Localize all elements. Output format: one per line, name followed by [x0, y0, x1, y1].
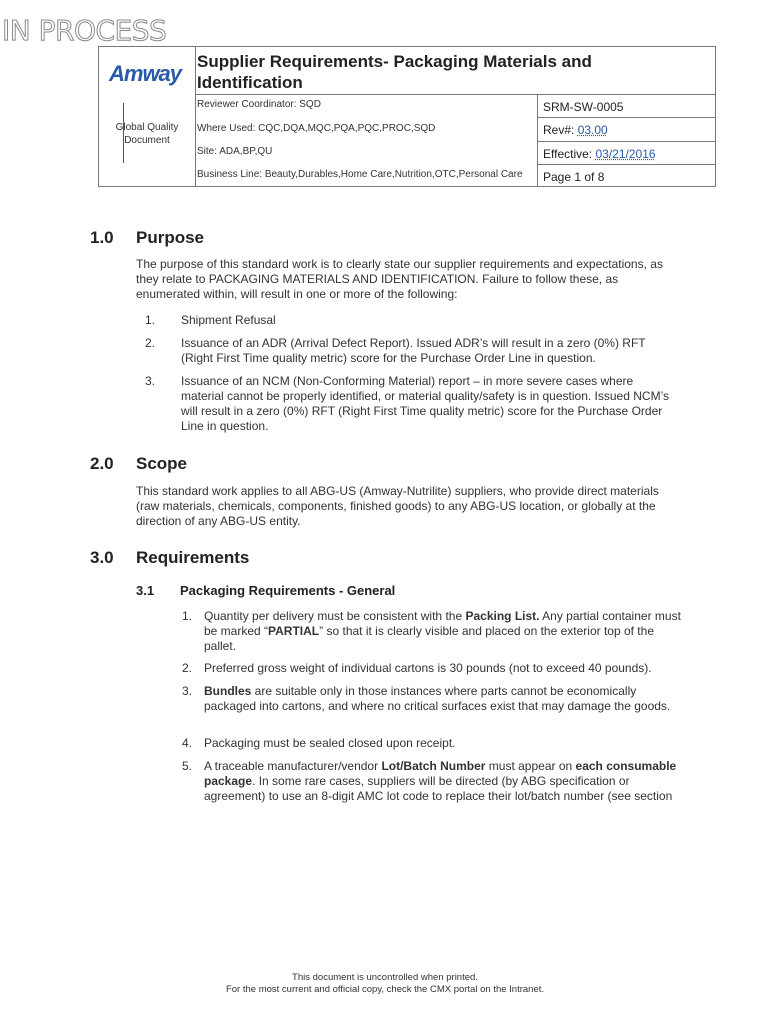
reviewer-coordinator: Reviewer Coordinator: SQD [197, 99, 321, 110]
revision [543, 123, 608, 137]
footer [0, 972, 770, 996]
divider [537, 117, 715, 118]
divider [195, 47, 196, 186]
document-number: SRM-SW-0005 [543, 100, 624, 114]
scope-text: This standard work applies to all ABG-US (Amway-Nutrilite) suppliers, who provide direct materials (raw materials, chemicals, components, finished goods) to any ABG-US location, or globally at the direction of any ABG-US entity. [136, 484, 659, 528]
divider [195, 94, 715, 95]
revision-label: Rev#: [543, 123, 578, 137]
section-heading-scope: 2.0 Scope [90, 454, 188, 473]
in-process-stamp: IN PROCESS [2, 14, 167, 47]
divider [537, 141, 715, 142]
page-number: Page 1 of 8 [543, 170, 605, 184]
section-heading-requirements: 3.0 Requirements [90, 548, 250, 567]
divider [537, 94, 538, 186]
section-heading-purpose: 1.0 Purpose [90, 228, 205, 247]
where-used: Where Used: CQC,DQA,MQC,PQA,PQC,PROC,SQD [197, 123, 436, 134]
doc-type-label: Global Quality Document [115, 122, 179, 146]
logo-cell [99, 47, 195, 186]
site: Site: ADA,BP,QU [197, 146, 273, 157]
footer-line-1: This document is uncontrolled when printed. [292, 972, 478, 983]
document-title: Supplier Requirements- Packaging Materials and Identification [197, 52, 592, 92]
amway-logo: Amway [109, 61, 182, 86]
subsection-heading-packaging-general: 3.1 Packaging Requirements - General [136, 583, 396, 598]
footer-line-2: For the most current and official copy, check the CMX portal on the Intranet. [225, 984, 545, 995]
effective-value[interactable]: 03/21/2016 [595, 147, 656, 161]
effective-date [543, 147, 656, 161]
revision-value[interactable]: 03.00 [577, 123, 608, 137]
document-header-table [98, 46, 716, 187]
purpose-intro: The purpose of this standard work is to clearly state our supplier requirements and expectations, as they relate to PACKAGING MATERIALS AND IDENTIFICATION. Failure to follow these, as enumerated within, will result in one or more of the following: [136, 257, 663, 301]
effective-label: Effective: [543, 147, 596, 161]
divider [537, 164, 715, 165]
business-line: Business Line: Beauty,Durables,Home Care,Nutrition,OTC,Personal Care [197, 169, 523, 180]
